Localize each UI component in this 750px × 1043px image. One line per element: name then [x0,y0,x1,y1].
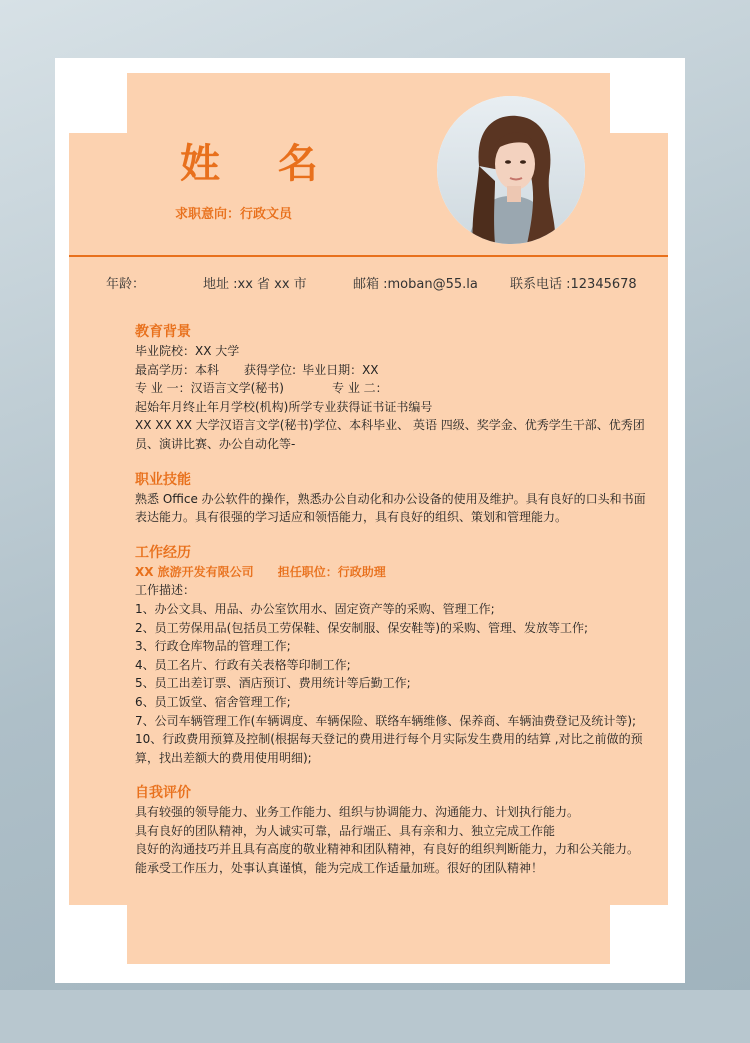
education-title: 教育背景 [135,324,191,340]
resume-content [135,322,655,878]
experience-item: 10、行政费用预算及控制(根据每天登记的费用进行每个月实际发生费用的结算 ,对比之前做的预算，找出差额大的费用使用明细); [135,732,643,765]
experience-title: 工作经历 [135,544,191,561]
education-major1: 专 业 一：汉语言文学(秘书) [135,381,284,396]
experience-item: 7、公司车辆管理工作(车辆调度、车辆保险、联络车辆维修、保养商、车辆油费登记及统计等); [135,713,637,728]
education-grad-date: 毕业日期：XX [302,362,379,377]
self-eval-line: 具有良好的团队精神，为人诚实可靠，品行端正、具有亲和力、独立完成工作能 [135,823,556,838]
education-major-row [135,379,655,398]
age-field: 年龄： [106,277,146,292]
education-degree-obtained: 获得学位: [244,362,297,377]
experience-item: 5、员工出差订票、酒店预订、费用统计等后勤工作; [135,676,411,691]
experience-desc-label: 工作描述： [135,583,196,598]
phone-field: 联系电话 :12345678 [510,277,637,292]
education-degree: 最高学历：本科 [135,362,220,377]
experience-item: 4、员工名片、行政有关表格等印制工作; [135,657,351,672]
resume-name: 姓 名 [180,141,340,187]
experience-item: 6、员工饭堂、宿舍管理工作; [135,694,291,709]
job-intent [175,203,292,222]
self-eval-title: 自我评价 [135,785,191,802]
job-intent-label: 求职意向： [175,207,241,222]
address-field: 地址 :xx 省 xx 市 [203,277,307,292]
education-school: 毕业院校：XX 大学 [135,344,240,358]
self-eval-line: 良好的沟通技巧并且具有高度的敬业精神和团队精神，有良好的组织判断能力，力和公关能力。 [135,842,640,857]
self-eval-line: 能承受工作压力，处事认真谨慎，能为完成工作适量加班。很好的团队精神！ [135,861,544,876]
education-detail: XX XX XX 大学汉语言文学(秘书)学位、本科毕业、 英语 四级、奖学金、优秀学生干部、优秀团员、演讲比赛、办公自动化等- [135,418,645,451]
profile-photo [437,96,585,244]
experience-item: 3、行政仓库物品的管理工作; [135,639,291,654]
self-eval-line: 具有较强的领导能力、业务工作能力、组织与协调能力、沟通能力、计划执行能力。 [135,805,580,820]
education-major2: 专 业 二： [332,381,388,396]
peach-panel-bottom [127,900,610,964]
experience-item: 2、员工劳保用品(包括员工劳保鞋、保安制服、保安鞋等)的采购、管理、发放等工作; [135,620,589,635]
email-field: 邮箱 :moban@55.la [353,277,478,292]
job-intent-value: 行政文员 [240,207,293,222]
experience-position: 担任职位：行政助理 [277,564,386,579]
education-degree-row [135,361,655,380]
experience-company-row [135,563,655,582]
header-divider [69,255,668,257]
background-band [0,990,750,1043]
skills-title: 职业技能 [135,471,191,488]
skills-text: 熟悉 Office 办公软件的操作，熟悉办公自动化和办公设备的使用及维护。具有良好的口头和书面表达能力。具有很强的学习适应和领悟能力，具有良好的组织、策划和管理能力。 [135,491,646,525]
education-columns: 起始年月终止年月学校(机构)所学专业获得证书证书编号 [135,399,433,414]
experience-item: 1、办公文具、用品、办公室饮用水、固定资产等的采购、管理工作; [135,601,495,616]
experience-company: XX 旅游开发有限公司 [135,564,254,579]
